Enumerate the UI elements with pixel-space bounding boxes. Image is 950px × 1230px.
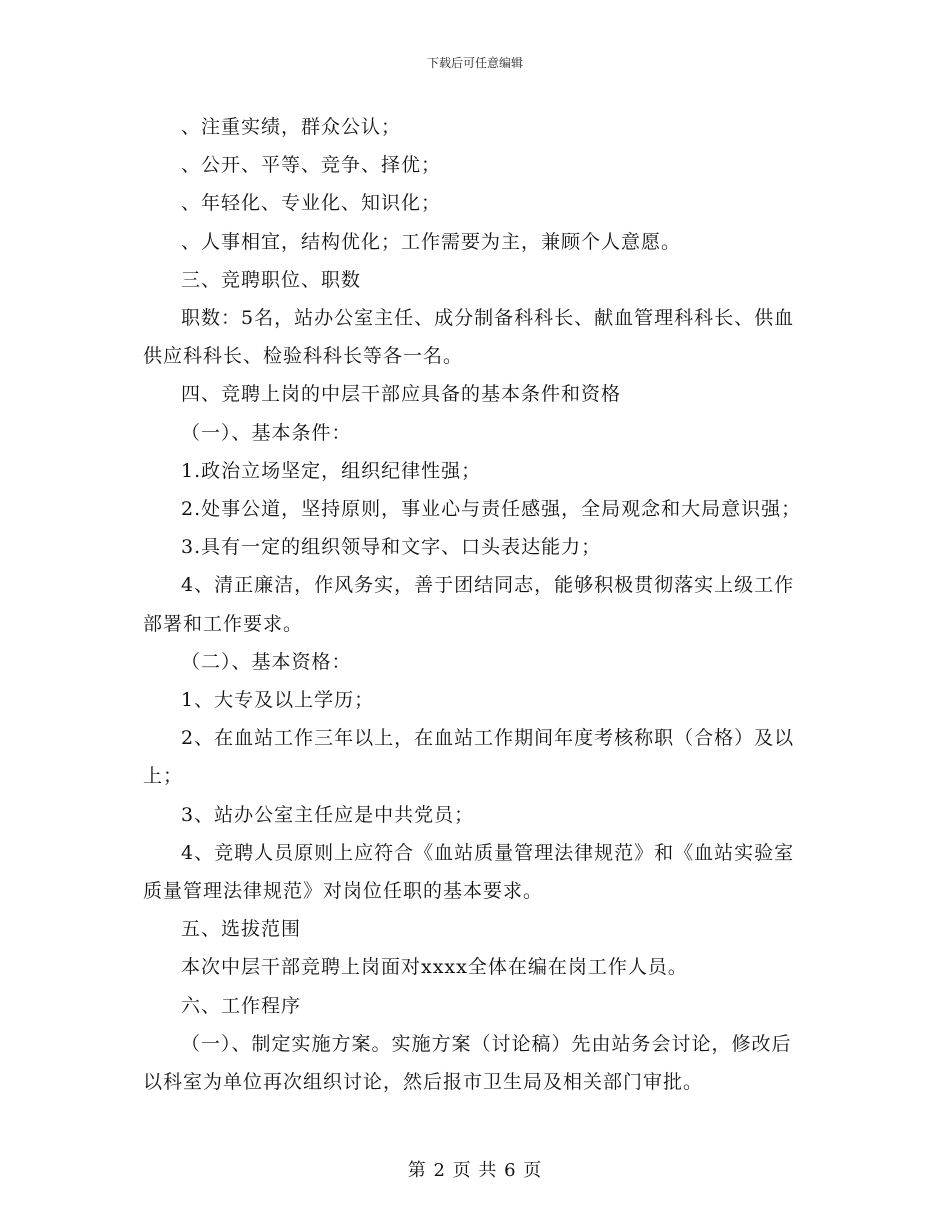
section-heading-5: 五、选拔范围	[181, 918, 302, 941]
qualification-3: 3、站办公室主任应是中共党员；	[181, 803, 475, 826]
qualification-2: 2、在血站工作三年以上，在血站工作期间年度考核称职（合格）及以上；	[143, 727, 795, 788]
section-heading-6: 六、工作程序	[181, 994, 302, 1017]
paragraph-3: 、年轻化、专业化、知识化；	[181, 192, 442, 215]
paragraph-4: 、人事相宜，结构优化；工作需要为主，兼顾个人意愿。	[181, 230, 682, 253]
condition-3: 3.具有一定的组织领导和文字、口头表达能力；	[181, 536, 602, 559]
section-heading-3: 三、竞聘职位、职数	[181, 268, 362, 291]
qualification-1: 1、大专及以上学历；	[181, 689, 375, 712]
paragraph-positions: 职数：5名，站办公室主任、成分制备科科长、献血管理科科长、供血供应科科长、检验科科长等各一名。	[143, 307, 795, 368]
qualification-4: 4、竞聘人员原则上应符合《血站质量管理法律规范》和《血站实验室质量管理法律规范》对岗位任职的基本要求。	[143, 841, 795, 903]
subheading-basic-conditions: （一）、基本条件：	[181, 421, 352, 444]
paragraph-2: 、公开、平等、竞争、择优；	[181, 154, 442, 177]
condition-4: 4、清正廉洁，作风务实，善于团结同志，能够积极贯彻落实上级工作部署和工作要求。	[143, 574, 795, 635]
paragraph-scope: 本次中层干部竞聘上岗面对xxxx全体在编在岗工作人员。	[181, 956, 688, 979]
document-body	[143, 108, 807, 1101]
page-footer: 第 2 页 共 6 页	[407, 1160, 543, 1181]
condition-2: 2.处事公道，坚持原则，事业心与责任感强，全局观念和大局意识强；	[181, 498, 802, 521]
page-header: 下载后可任意编辑	[426, 56, 523, 70]
section-heading-4: 四、竞聘上岗的中层干部应具备的基本条件和资格	[181, 383, 622, 406]
paragraph-procedure-1: （一）、制定实施方案。实施方案（讨论稿）先由站务会讨论，修改后以科室为单位再次组织讨论，然后报市卫生局及相关部门审批。	[143, 1032, 792, 1094]
paragraph-1: 、注重实绩，群众公认；	[181, 116, 402, 138]
condition-1: 1.政治立场坚定，组织纪律性强；	[181, 459, 482, 482]
subheading-basic-qualifications: （二）、基本资格：	[181, 650, 352, 673]
